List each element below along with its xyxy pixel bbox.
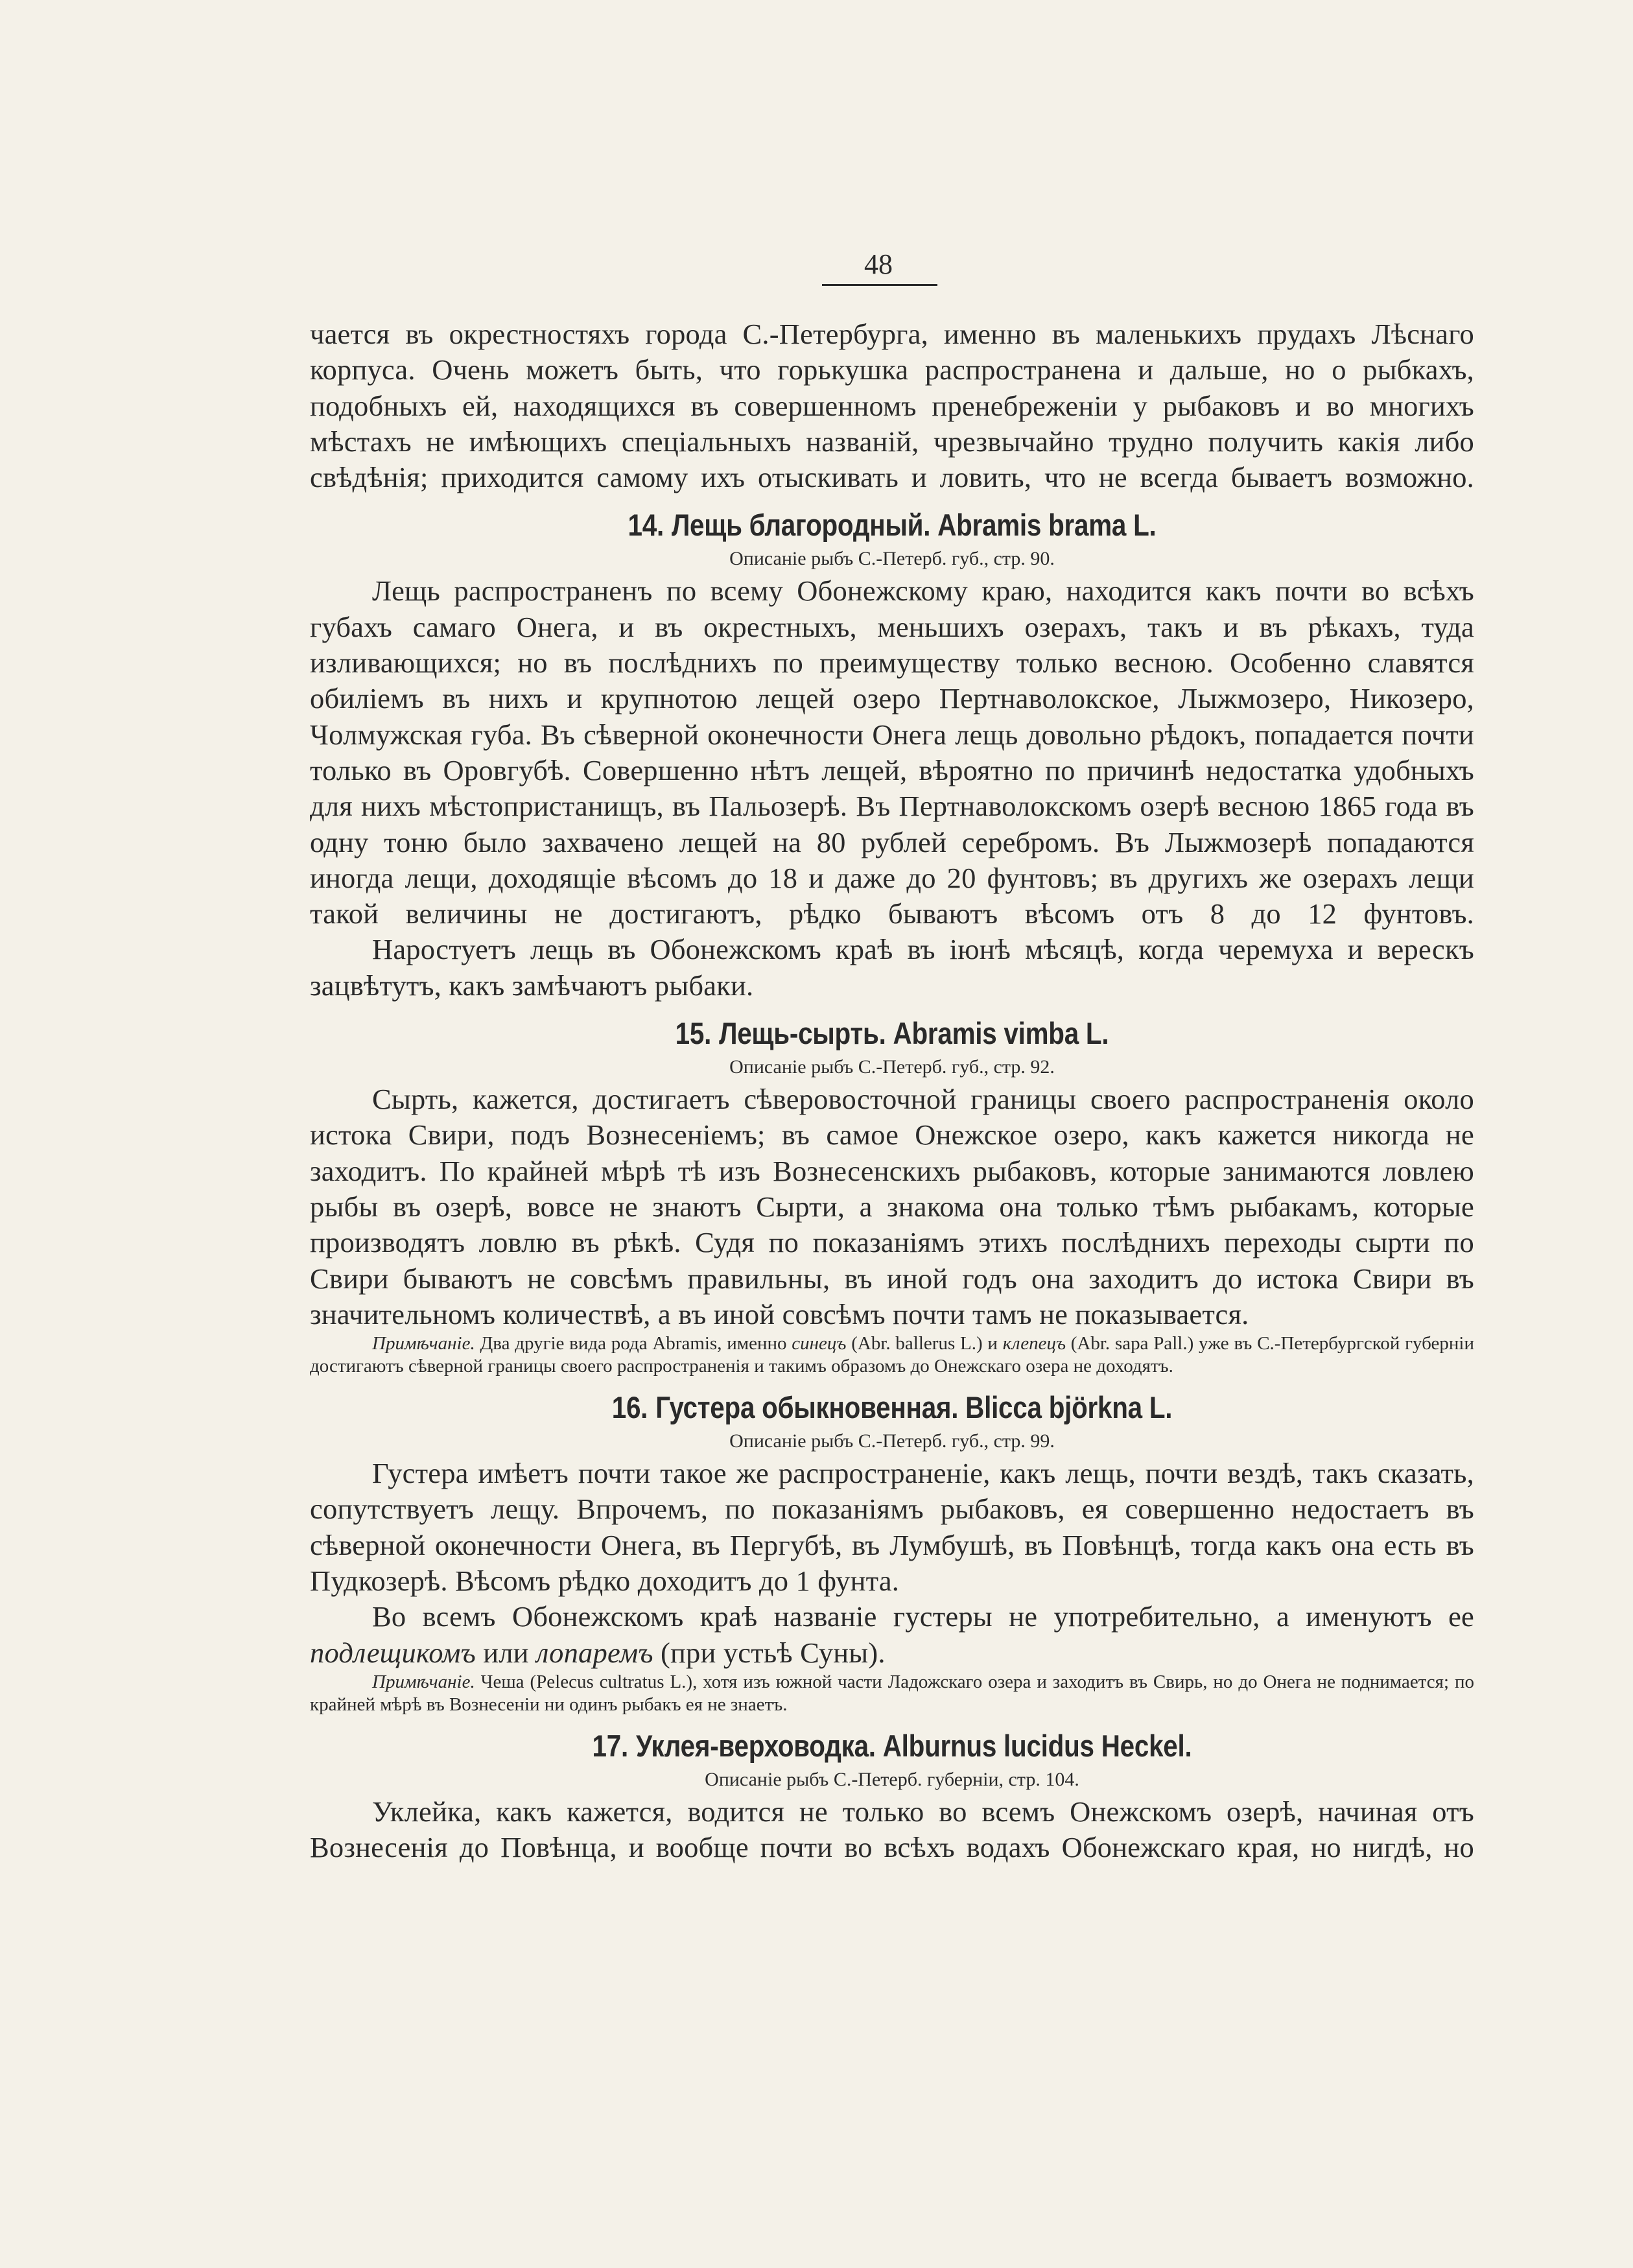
paragraph-continuation: чается въ окрестностяхъ города С.-Петербурга, именно въ маленькихъ прудахъ Лѣснаго корпуса. Очень можетъ быть, что горькушка распространена и дальше, но о рыбкахъ, подобныхъ ей, находящихся въ совершенномъ пренебреженіи у рыбаковъ и во многихъ мѣстахъ не имѣющихъ спеціальныхъ названій, чрезвычайно трудно получить какія либо свѣдѣнія; приходится самому ихъ отыскивать и ловить, что не всегда бываетъ возможно.: [310, 318, 1474, 494]
paragraph-silver-bream-names: Во всемъ Обонежскомъ краѣ названіе густеры не употребительно, а именуютъ ее подлещикомъ или лопаремъ (при устьѣ Суны).: [310, 1600, 1474, 1669]
section-heading-17: [392, 1727, 1393, 1766]
paragraph-vimba: Сырть, кажется, достигаетъ сѣверовосточной границы своего распространенія около истока Свири, подъ Вознесеніемъ; въ самое Онежское озеро, какъ кажется никогда не заходитъ. По крайней мѣрѣ тѣ изъ Вознесенскихъ рыбаковъ, которые занимаются ловлею рыбы въ озерѣ, вовсе не знаютъ Сырти, а знакома она только тѣмъ рыбакамъ, которые производятъ ловлю въ рѣкѣ. Судя по показаніямъ этихъ послѣднихъ переходы сырти по Свири бываютъ не совсѣмъ правильны, въ иной годъ она заходитъ до истока Свири въ значительномъ количествѣ, а въ иной совсѣмъ почти тамъ не показывается.: [310, 1083, 1474, 1330]
footnote-15: Примѣчаніе. Два другіе вида рода Abramis, именно синецъ (Abr. ballerus L.) и клепецъ (Abr. sapa Pall.) уже въ С.-Петербургской губерніи достигаютъ сѣверной границы своего распространенія и такимъ образомъ до Онежскаго озера не доходятъ.: [310, 1333, 1474, 1377]
section-heading-15: [392, 1014, 1393, 1053]
header-rule: [822, 284, 937, 286]
section-number: 16.: [611, 1390, 648, 1425]
section-heading-14: [392, 506, 1393, 545]
section-source-15: Описаніе рыбъ С.-Петерб. губ., стр. 92.: [729, 1056, 1055, 1078]
paragraph-silver-bream: Густера имѣетъ почти такое же распространеніе, какъ лещь, почти вездѣ, такъ сказать, сопутствуетъ лещу. Впрочемъ, по показаніямъ рыбаковъ, ея совершенно недостаетъ въ сѣверной оконечности Онега, въ Пергубѣ, въ Лумбушѣ, въ Повѣнцѣ, тогда какъ она есть въ Пудкозерѣ. Вѣсомъ рѣдко доходитъ до 1 фунта.: [310, 1457, 1474, 1598]
section-number: 17.: [592, 1728, 628, 1763]
section-title: Лещь благородный. Abramis brama L.: [671, 508, 1157, 543]
section-heading-16: [392, 1388, 1393, 1427]
section-source-17: Описаніе рыбъ С.-Петерб. губерніи, стр. 104.: [705, 1768, 1079, 1790]
footnote-label: Примѣчаніе.: [372, 1333, 475, 1354]
section-source-16: Описаніе рыбъ С.-Петерб. губ., стр. 99.: [729, 1430, 1055, 1452]
page-number: 48: [864, 248, 893, 280]
section-title: Уклея-верховодка. Alburnus lucidus Heckel.: [635, 1728, 1192, 1763]
section-source-14: Описаніе рыбъ С.-Петерб. губ., стр. 90.: [729, 548, 1055, 570]
section-number: 15.: [675, 1016, 712, 1051]
section-title: Лещь-сырть. Abramis vimba L.: [719, 1016, 1109, 1051]
paragraph-bream-distribution: Лещь распространенъ по всему Обонежскому краю, находится какъ почти во всѣхъ губахъ самаго Онега, и въ окрестныхъ, меньшихъ озерахъ, такъ и въ рѣкахъ, туда изливающихся; но въ послѣднихъ по преимуществу только весною. Особенно славятся обиліемъ въ нихъ и крупнотою лещей озеро Пертнаволокское, Лыжмозеро, Никозеро, Чолмужская губа. Въ сѣверной оконечности Онега лещь довольно рѣдокъ, попадается почти только въ Оровгубѣ. Совершенно нѣтъ лещей, вѣроятно по причинѣ недостатка удобныхъ для нихъ мѣстопристанищъ, въ Пальозерѣ. Въ Пертнаволокскомъ озерѣ весною 1865 года въ одну тоню было захвачено лещей на 80 рублей серебромъ. Въ Лыжмозерѣ попадаются иногда лещи, доходящіе вѣсомъ до 18 и даже до 20 фунтовъ; въ другихъ же озерахъ лещи такой величины не достигаютъ, рѣдко бываютъ вѣсомъ отъ 8 до 12 фунтовъ.: [310, 574, 1474, 930]
footnote-label: Примѣчаніе.: [372, 1671, 475, 1692]
footnote-16: Примѣчаніе. Чеша (Pelecus cultratus L.), хотя изъ южной части Ладожскаго озера и заходитъ въ Свирь, но до Онега не поднимается; по крайней мѣрѣ въ Вознесеніи ни одинъ рыбакъ ея не знаетъ.: [310, 1671, 1474, 1715]
paragraph-bleak: Уклейка, какъ кажется, водится не только во всемъ Онежскомъ озерѣ, начиная отъ Вознесенія до Повѣнца, и вообще почти во всѣхъ водахъ Обонежскаго края, но нигдѣ, но: [310, 1795, 1474, 1864]
page-body: [310, 316, 1474, 1866]
paragraph-bream-spawning: Наростуетъ лещь въ Обонежскомъ краѣ въ іюнѣ мѣсяцѣ, когда черемуха и верескъ зацвѣтутъ, какъ замѣчаютъ рыбаки.: [310, 933, 1474, 1002]
section-title: Густера обыкновенная. Blicca björkna L.: [655, 1390, 1173, 1425]
section-number: 14.: [628, 508, 664, 543]
